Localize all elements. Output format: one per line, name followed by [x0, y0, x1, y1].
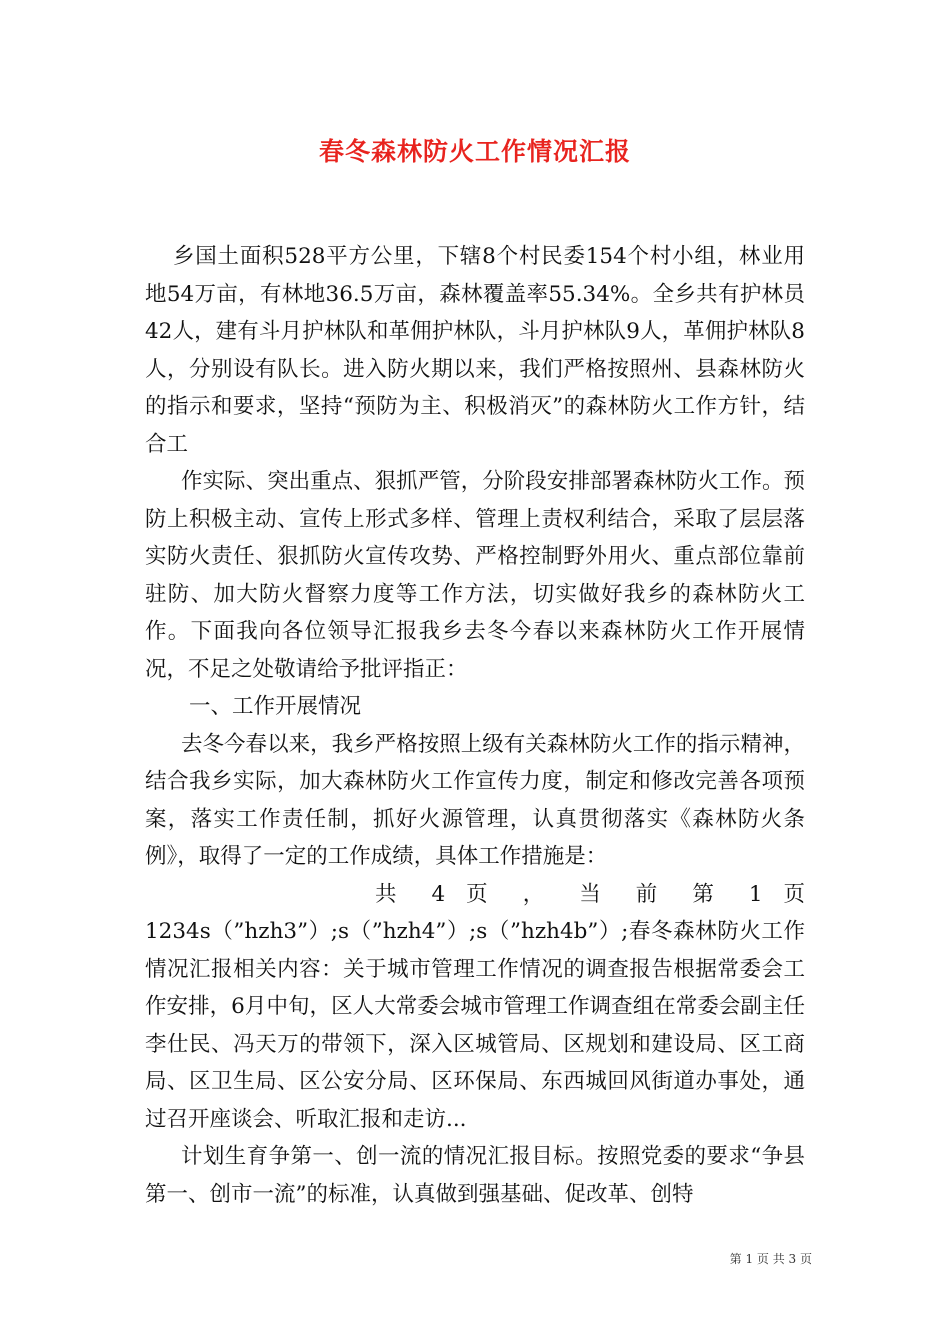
page-count-line: 共 4 页 ， 当 前 第 1 页: [375, 881, 805, 907]
paragraph-related: 1234s（”hzh3”）;s（”hzh4”）;s（”hzh4b”）;春冬森林防火工作情况汇报相关内容：关于城市管理工作情况的调查报告根据常委会工作安排，6月中旬，区人大常委会城市管理工作调查组在常委会副主任李仕民、冯天万的带领下，深入区城管局、区规划和建设局、区工商局、区卫生局、区公安分局、区环保局、东西城回风街道办事处，通过召开座谈会、听取汇报和走访...: [145, 919, 805, 1132]
paragraph-intro: 乡国土面积528平方公里，下辖8个村民委154个村小组，林业用地54万亩，有林地36.5万亩，森林覆盖率55.34%。全乡共有护林员42人，建有斗月护林队和革佣护林队，斗月护林队9人，革佣护林队8人，分别设有队长。进入防火期以来，我们严格按照州、县森林防火的指示和要求，坚持“预防为主、积极消灭”的森林防火工作方针，结合工: [145, 244, 805, 457]
document-body: [145, 238, 805, 1213]
section-heading: 一、工作开展情况: [189, 694, 362, 719]
page-footer: 第 1 页 共 3 页: [729, 1252, 812, 1266]
document-title: 春冬森林防火工作情况汇报: [318, 137, 631, 166]
paragraph-family-planning: 计划生育争第一、创一流的情况汇报目标。按照党委的要求“争县第一、创市一流”的标准，认真做到强基础、促改革、创特: [145, 1144, 805, 1207]
paragraph-measures: 去冬今春以来，我乡严格按照上级有关森林防火工作的指示精神，结合我乡实际，加大森林防火工作宣传力度，制定和修改完善各项预案，落实工作责任制，抓好火源管理，认真贯彻落实《森林防火条例》，取得了一定的工作成绩，具体工作措施是：: [145, 731, 805, 869]
paragraph-continuation: 作实际、突出重点、狠抓严管，分阶段安排部署森林防火工作。预防上积极主动、宣传上形式多样、管理上责权利结合，采取了层层落实防火责任、狠抓防火宣传攻势、严格控制野外用火、重点部位靠前驻防、加大防火督察力度等工作方法，切实做好我乡的森林防火工作。下面我向各位领导汇报我乡去冬今春以来森林防火工作开展情况，不足之处敬请给予批评指正：: [145, 469, 805, 682]
